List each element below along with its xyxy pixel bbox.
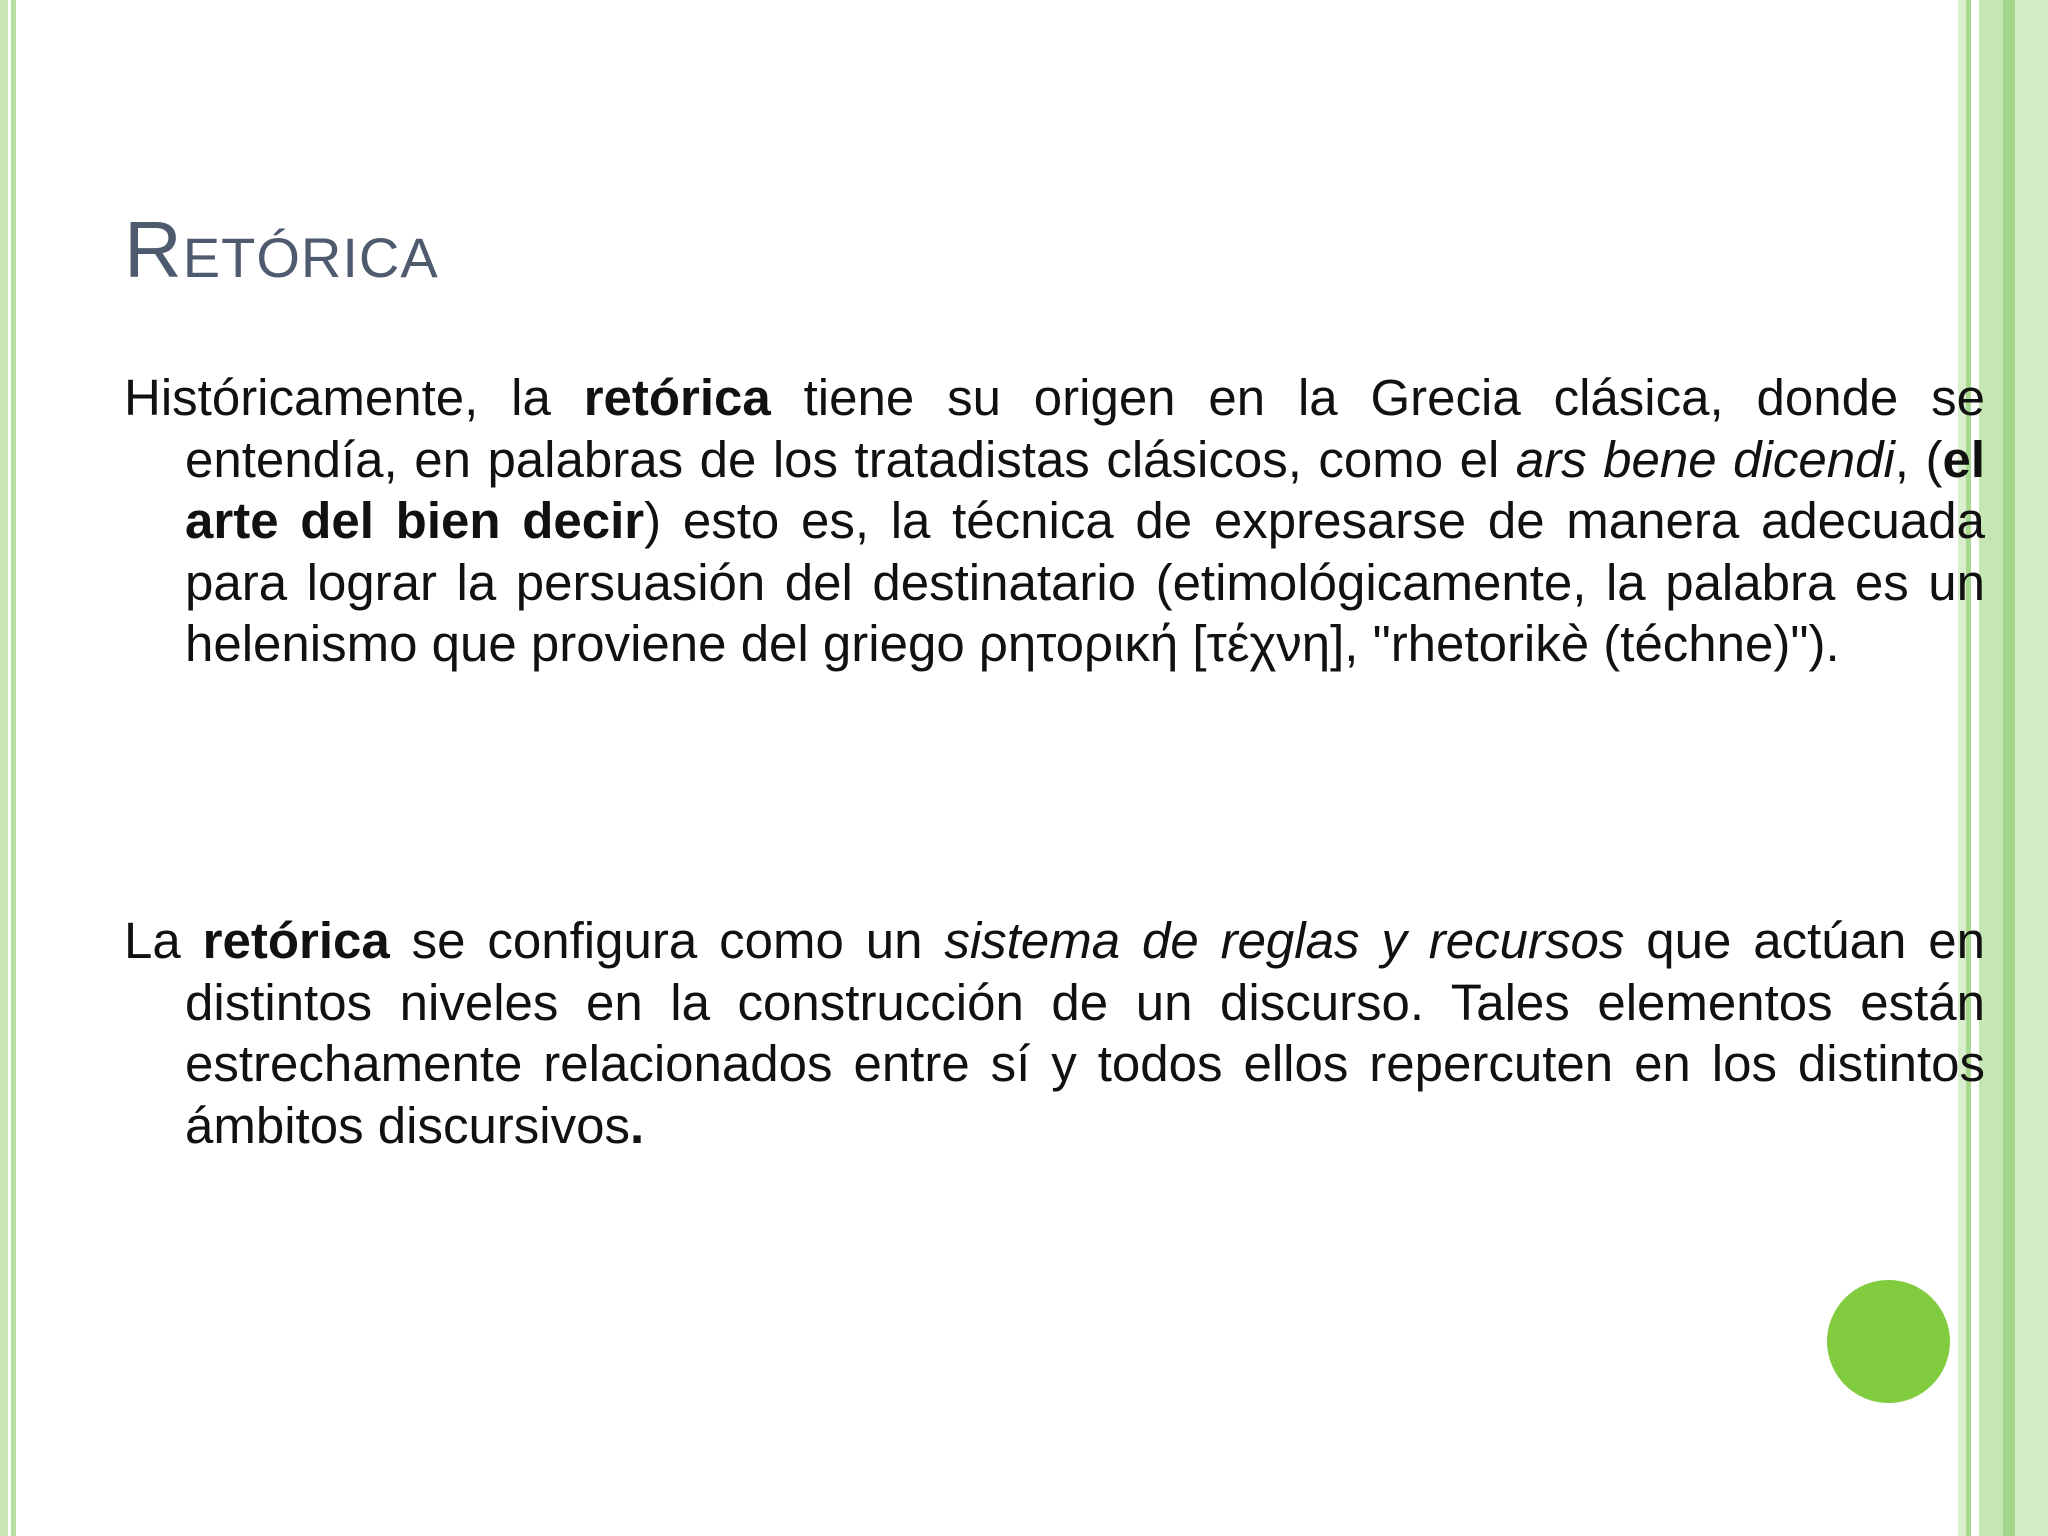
right-border-stripe [1966,0,1971,1536]
right-border-stripe [2015,0,2048,1536]
text-run: , ( [1894,430,1943,488]
text-run: que actúan en distintos niveles en la construcción de un discurso. Tales elementos están estrechamente relacionados entre sí y todos ellos repercuten en los distintos ámbitos discursivos [185,912,1986,1154]
bold-term: retórica [583,369,771,426]
italic-term: ars bene dicendi [1515,430,1895,488]
text-run: tiene su origen en la Grecia clásica, donde se entendía, en palabras de los tratadistas clásicos, como el [185,369,1986,488]
italic-term: sistema de reglas y recursos [944,912,1625,969]
paragraph-system [124,910,1985,1156]
bold-term: el arte del bien decir [185,430,1985,549]
text-run: se configura como un [389,912,945,969]
right-border-stripe [1979,0,2003,1536]
text-run: La [124,912,203,969]
text-run: ) esto es, la técnica de expresarse de manera adecuada para lograr la persuasión del destinatario (etimológicamente, la palabra es un helenismo que proviene del griego ρητορική [τέχνη], "rhetorikè (téchne)"). [185,492,1985,672]
right-border-stripe [1958,0,1966,1536]
bold-term: retórica [202,912,390,969]
paragraph-history [124,367,1985,675]
right-border-stripe [2003,0,2015,1536]
green-circle-decoration [1827,1280,1950,1403]
left-border-stripe [0,0,8,1536]
slide-title: Retórica [124,205,439,294]
bold-period: . [629,1096,645,1154]
left-border-stripe-inner [11,0,16,1536]
text-run: Históricamente, la [124,369,584,426]
